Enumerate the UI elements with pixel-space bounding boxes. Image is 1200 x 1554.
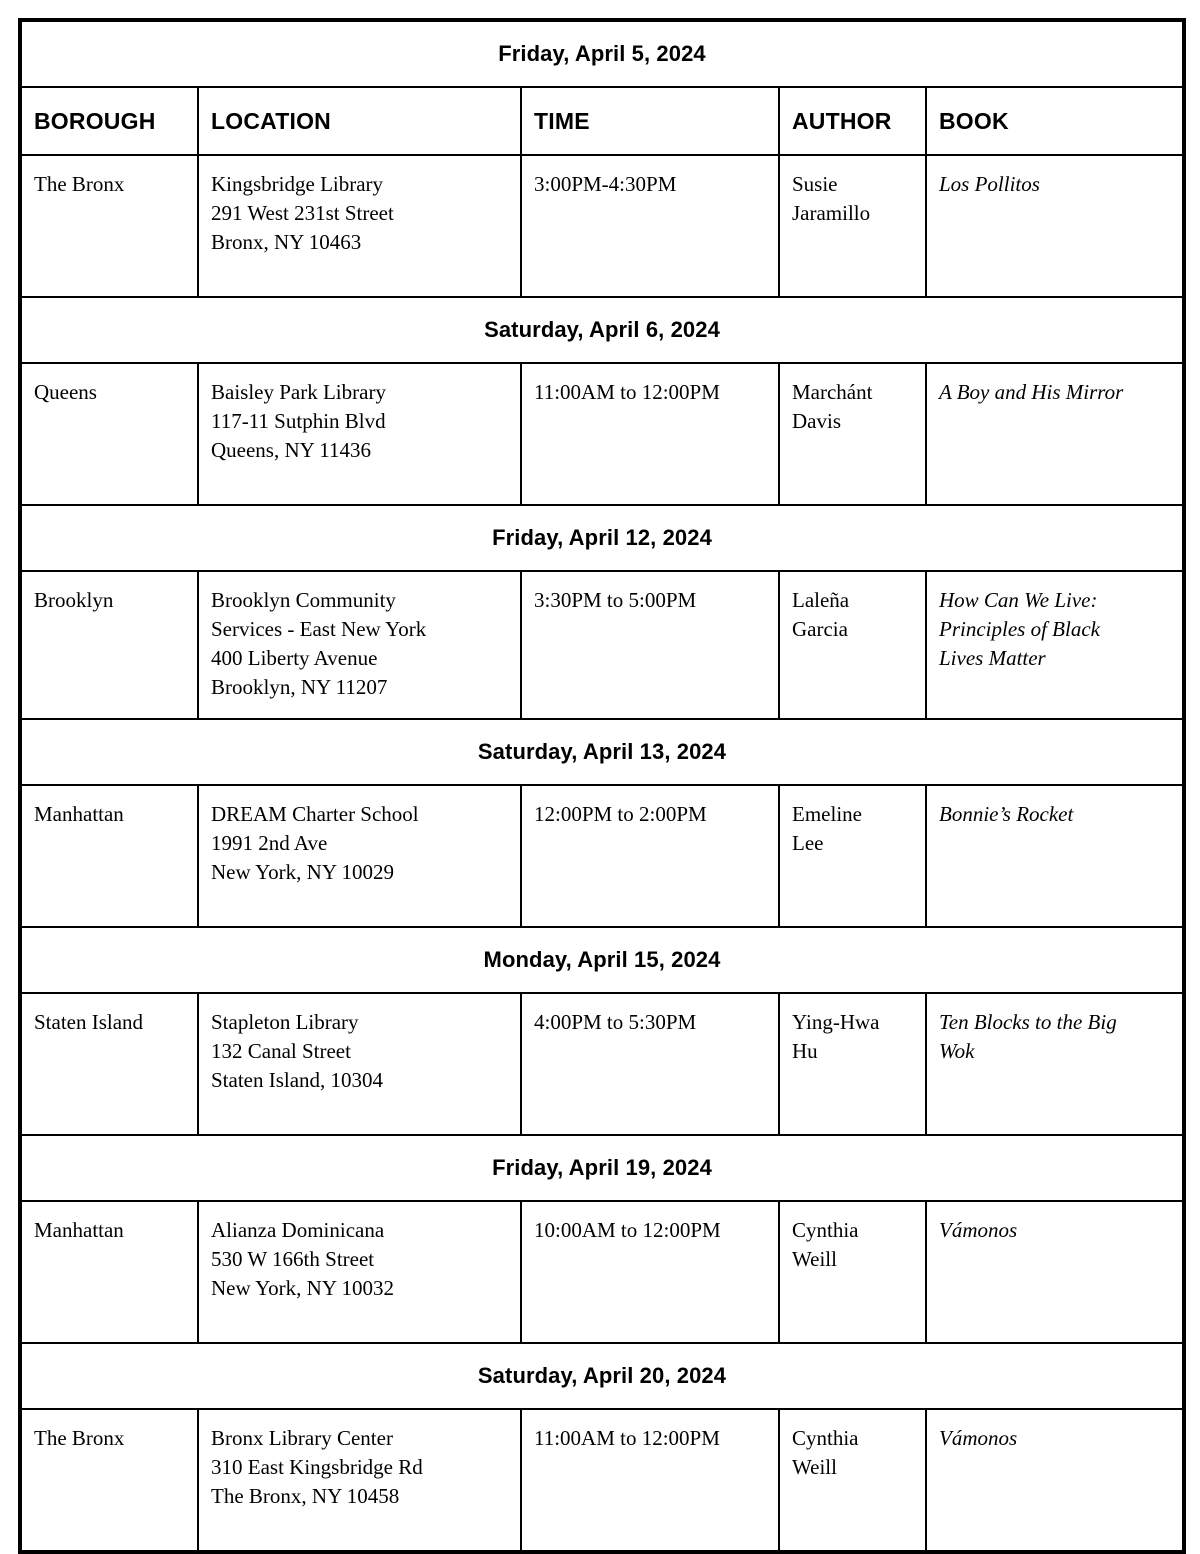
- text-line: Emeline: [792, 802, 862, 826]
- text-line: Vámonos: [939, 1426, 1018, 1450]
- table-row: [20, 1409, 1184, 1552]
- cell-time: [521, 363, 779, 505]
- column-header-book: BOOK: [926, 87, 1184, 155]
- cell-location: [198, 785, 521, 927]
- cell-borough: [20, 785, 198, 927]
- text-line: Marchánt: [792, 380, 873, 404]
- text-line: Queens: [34, 380, 97, 404]
- text-line: 3:30PM to 5:00PM: [534, 588, 697, 612]
- text-line: Ten Blocks to the Big: [939, 1010, 1117, 1034]
- table-row: [20, 785, 1184, 927]
- text-line: Manhattan: [34, 802, 124, 826]
- cell-time: [521, 1201, 779, 1343]
- text-line: 530 W 166th Street: [211, 1247, 375, 1271]
- cell-borough: [20, 571, 198, 719]
- text-line: Wok: [939, 1039, 975, 1063]
- date-header-label: Saturday, April 20, 2024: [20, 1343, 1184, 1409]
- cell-location: [198, 1409, 521, 1552]
- text-line: Manhattan: [34, 1218, 124, 1242]
- text-line: Los Pollitos: [939, 172, 1040, 196]
- text-line: 12:00PM to 2:00PM: [534, 802, 707, 826]
- date-header-row: [20, 20, 1184, 87]
- date-header-label: Saturday, April 6, 2024: [20, 297, 1184, 363]
- table-row: [20, 155, 1184, 297]
- text-line: Hu: [792, 1039, 818, 1063]
- text-line: Queens, NY 11436: [211, 438, 372, 462]
- table-row: [20, 571, 1184, 719]
- text-line: 310 East Kingsbridge Rd: [211, 1455, 423, 1479]
- column-header-row: [20, 87, 1184, 155]
- cell-author: [779, 1409, 926, 1552]
- text-line: Staten Island: [34, 1010, 144, 1034]
- column-header-borough: BOROUGH: [20, 87, 198, 155]
- date-header-row: [20, 505, 1184, 571]
- date-header-label: Friday, April 5, 2024: [20, 20, 1184, 87]
- table-row: [20, 993, 1184, 1135]
- text-line: 132 Canal Street: [211, 1039, 351, 1063]
- cell-location: [198, 155, 521, 297]
- text-line: Brooklyn: [34, 588, 114, 612]
- table-row: [20, 1201, 1184, 1343]
- text-line: 117-11 Sutphin Blvd: [211, 409, 386, 433]
- cell-time: [521, 571, 779, 719]
- text-line: The Bronx: [34, 172, 125, 196]
- text-line: Jaramillo: [792, 201, 871, 225]
- text-line: Weill: [792, 1455, 837, 1479]
- cell-author: [779, 571, 926, 719]
- text-line: 400 Liberty Avenue: [211, 646, 378, 670]
- column-header-time: TIME: [521, 87, 779, 155]
- text-line: Principles of Black: [939, 617, 1100, 641]
- text-line: Staten Island, 10304: [211, 1068, 384, 1092]
- table-row: [20, 363, 1184, 505]
- date-header-label: Saturday, April 13, 2024: [20, 719, 1184, 785]
- text-line: Alianza Dominicana: [211, 1218, 385, 1242]
- text-line: A Boy and His Mirror: [939, 380, 1124, 404]
- text-line: Lives Matter: [939, 646, 1046, 670]
- text-line: 11:00AM to 12:00PM: [534, 1426, 720, 1450]
- text-line: Vámonos: [939, 1218, 1018, 1242]
- text-line: Bronx, NY 10463: [211, 230, 362, 254]
- cell-borough: [20, 1201, 198, 1343]
- text-line: 291 West 231st Street: [211, 201, 394, 225]
- cell-book: [926, 1201, 1184, 1343]
- text-line: Laleña: [792, 588, 850, 612]
- cell-book: [926, 1409, 1184, 1552]
- cell-location: [198, 1201, 521, 1343]
- text-line: Ying-Hwa: [792, 1010, 880, 1034]
- cell-book: [926, 785, 1184, 927]
- cell-author: [779, 993, 926, 1135]
- text-line: 3:00PM-4:30PM: [534, 172, 677, 196]
- column-header-location: LOCATION: [198, 87, 521, 155]
- cell-book: [926, 363, 1184, 505]
- text-line: DREAM Charter School: [211, 802, 419, 826]
- column-header-author: AUTHOR: [779, 87, 926, 155]
- text-line: Bronx Library Center: [211, 1426, 393, 1450]
- text-line: New York, NY 10029: [211, 860, 394, 884]
- text-line: Lee: [792, 831, 824, 855]
- date-header-label: Monday, April 15, 2024: [20, 927, 1184, 993]
- text-line: Services - East New York: [211, 617, 427, 641]
- cell-time: [521, 785, 779, 927]
- text-line: 1991 2nd Ave: [211, 831, 328, 855]
- cell-borough: [20, 363, 198, 505]
- cell-borough: [20, 1409, 198, 1552]
- cell-book: [926, 155, 1184, 297]
- text-line: Weill: [792, 1247, 837, 1271]
- cell-author: [779, 155, 926, 297]
- text-line: Davis: [792, 409, 841, 433]
- text-line: Garcia: [792, 617, 848, 641]
- text-line: The Bronx: [34, 1426, 125, 1450]
- cell-time: [521, 1409, 779, 1552]
- cell-author: [779, 785, 926, 927]
- event-schedule-table: [18, 18, 1186, 1554]
- text-line: Cynthia: [792, 1218, 859, 1242]
- text-line: 4:00PM to 5:30PM: [534, 1010, 697, 1034]
- date-header-row: [20, 1343, 1184, 1409]
- text-line: How Can We Live:: [939, 588, 1098, 612]
- cell-time: [521, 993, 779, 1135]
- text-line: Baisley Park Library: [211, 380, 386, 404]
- text-line: Brooklyn, NY 11207: [211, 675, 388, 699]
- date-header-row: [20, 297, 1184, 363]
- date-header-label: Friday, April 19, 2024: [20, 1135, 1184, 1201]
- cell-borough: [20, 993, 198, 1135]
- cell-borough: [20, 155, 198, 297]
- date-header-row: [20, 719, 1184, 785]
- cell-book: [926, 571, 1184, 719]
- text-line: Susie: [792, 172, 838, 196]
- text-line: Brooklyn Community: [211, 588, 396, 612]
- date-header-row: [20, 927, 1184, 993]
- cell-author: [779, 1201, 926, 1343]
- text-line: Stapleton Library: [211, 1010, 359, 1034]
- text-line: The Bronx, NY 10458: [211, 1484, 400, 1508]
- text-line: Kingsbridge Library: [211, 172, 384, 196]
- text-line: 10:00AM to 12:00PM: [534, 1218, 721, 1242]
- date-header-label: Friday, April 12, 2024: [20, 505, 1184, 571]
- cell-location: [198, 993, 521, 1135]
- cell-book: [926, 993, 1184, 1135]
- text-line: Cynthia: [792, 1426, 859, 1450]
- cell-author: [779, 363, 926, 505]
- cell-location: [198, 363, 521, 505]
- text-line: New York, NY 10032: [211, 1276, 394, 1300]
- text-line: Bonnie’s Rocket: [939, 802, 1074, 826]
- cell-location: [198, 571, 521, 719]
- cell-time: [521, 155, 779, 297]
- date-header-row: [20, 1135, 1184, 1201]
- text-line: 11:00AM to 12:00PM: [534, 380, 720, 404]
